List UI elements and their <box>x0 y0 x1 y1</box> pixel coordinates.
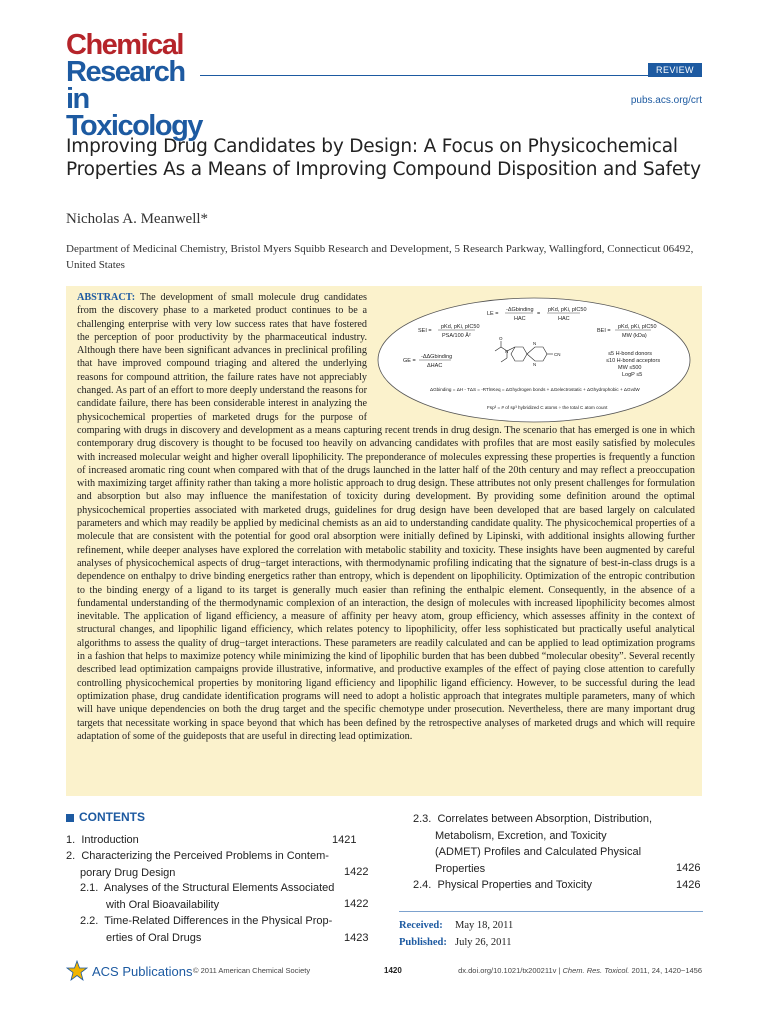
bei-num: pKd, pKi, pIC50 <box>618 324 657 330</box>
contents-heading: CONTENTS <box>66 810 145 824</box>
affiliation: Department of Medicinal Chemistry, Bristol Myers Squibb Research and Development, 5 Research Parkway, Wallingford, Connecticut 06492, United States <box>66 243 694 271</box>
le-den1: HAC <box>514 316 526 322</box>
ge-num: -ΔΔGbinding <box>421 354 453 360</box>
ge-den: ΔHAC <box>427 363 443 369</box>
review-badge: REVIEW <box>648 63 702 77</box>
abstract-label: ABSTRACT: <box>77 292 136 303</box>
abstract-box <box>66 286 702 796</box>
article-title: Improving Drug Candidates by Design: A Focus on Physicochemical Properties As a Means of Improving Compound Disposition and Safety <box>66 136 701 180</box>
citation: dx.doi.org/10.1021/tx200211v | Chem. Res. Toxicol. 2011, 24, 1420−1456 <box>458 966 702 975</box>
toc-item-2-1[interactable]: 2.1. Analyses of the Structural Elements Associated with Oral Bioavailability <box>80 882 335 911</box>
toc-graphic <box>375 295 693 425</box>
rule-2: ≤10 H-bond acceptors <box>606 358 661 364</box>
logo-line-3: Toxicology <box>66 110 202 142</box>
le-den2: HAC <box>558 316 570 322</box>
sei-num: pKd, pKi, pIC50 <box>441 324 480 330</box>
abstract-body: The development of small molecule drug candidates from the discovery phase to a marketed product continues to be a challenging enterprise with very low success rates that have fostered the perception of poor productivity by the pharmaceutical industry. Although there have been significant advances in preclinical profiling that have improved compound triaging and altered the underlying reasons for compound attrition, the failure rates have not appreciably changed. As part of an effort to more deeply understand the reasons for candidate failure, there has been considerable interest in analyzing the physicochemical properties of marketed drugs for the purpose of comparing with drugs in discovery and development as a means capturing recent trends in drug design. The scenario that has emerged is one in which contemporary drug discovery is thought to be focused too heavily on advancing candidates with profiles that are most easily satisfied by molecules with increased molecular weight and higher overall lipophilicity. The preponderance of molecules expressing these properties is frequently a function of increased aromatic ring count when compared with that of the drugs launched in the latter half of the 20th century and may reflect a preoccupation with maximizing target affinity rather than taking a more holistic approach to drug design. These attributes not only present challenges for formulation and absorption but also may influence the manifestation of toxicity during development. By providing some definition around the optimal physicochemical properties associated with marketed drugs, guidelines for drug design have been developed that are based largely on calculated parameters and which may readily be applied by medicinal chemists as an aid to understanding candidate quality. The physicochemical properties of a molecule that are consistent with the potential for good oral absorption were initially defined by Lipinski, with additional insights allowing further refinement, while deeper analyses have explored the correlation with metabolic stability and toxicity. These insights have been augmented by careful analyses of physicochemical aspects of drug−target interactions, with thermodynamic profiling indicating that the signature of best-in-class drugs is a dependence on enthalpy to drive binding energetics rather than entropy, which is dependent on lipophilicity. Optimization of the entropic contribution to the binding energy of a ligand to its target is generally much easier than refining the enthalpic element. Consequently, in the absence of a fundamental understanding of the thermodynamic complexion of an interaction, the design of molecules with increased lipophilicity becomes almost inevitable. The application of ligand efficiency, a measure of affinity per heavy atom, group efficiency, which assesses affinity in the context of structural changes, and lipophilic ligand efficiency, which relates potency to lipophilicity, offer less sophisticated but practically useful analytical algorithms to assess the quality of drug−target interactions. These parameters are readily calculated and can be applied to lead optimization programs in a fashion that helps to maximize potency while minimizing the kind of lipophilic burden that has been dubbed “molecular obesity”. Several recently described lead optimization campaigns provide illustrative, informative, and productive examples of the effect of paying close attention to carefully controlling physicochemical properties by monitoring ligand efficiency and lipophilic ligand efficiency. However, to be successful during the lead optimization phase, drug candidate identification programs will need to adopt a holistic approach that integrates multiple parameters, many of which will have unique dependencies on both the drug target and the specific chemotype under prosecution. Nevertheless, there are many important drug targets that necessitate working in space beyond that which has been defined by the retrospective analyses of marketed drugs and which will require adaptation of some of the guideposts that are useful in directing lead optimization. <box>77 292 695 742</box>
copyright: © 2011 American Chemical Society <box>193 966 311 975</box>
toc-page: 1422 <box>344 866 369 878</box>
le-label: LE = <box>487 311 499 317</box>
header-rule <box>200 75 702 76</box>
le-num2: pKd, pKi, pIC50 <box>548 307 587 313</box>
toc-page: 1426 <box>676 862 701 874</box>
svg-text:N: N <box>533 362 537 367</box>
svg-text:O: O <box>499 336 503 341</box>
toc-page: 1426 <box>676 879 701 891</box>
author-name: Nicholas A. Meanwell* <box>66 211 209 227</box>
svg-text:N: N <box>505 349 509 354</box>
rule-1: ≤5 H-bond donors <box>608 351 652 357</box>
sei-label: SEI = <box>418 328 432 334</box>
thermo-equation: ΔGbinding = ΔH - TΔS = -RTlnKeq = ΔGhydrogen bonds + ΔGelectrostatic + ΔGhydrophobic + ΔGvdW <box>430 387 640 392</box>
toc-item-2[interactable]: 2. Characterizing the Perceived Problems in Contem- porary Drug Design <box>66 850 329 879</box>
bei-label: BEI = <box>597 328 611 334</box>
logo-line-1: Chemical <box>66 29 183 61</box>
toc-page: 1422 <box>344 898 369 910</box>
toc-item-2-2[interactable]: 2.2. Time-Related Differences in the Physical Prop- erties of Oral Drugs <box>80 915 333 944</box>
svg-text:=: = <box>537 311 541 317</box>
acs-star-icon <box>66 960 88 982</box>
acs-logo[interactable]: ACS Publications <box>66 960 192 982</box>
le-num1: -ΔGbinding <box>506 307 534 313</box>
fsp3-equation: Fsp³ = # of sp³ hybridized C atoms ÷ the total C atom count <box>487 405 608 410</box>
dates-rule <box>399 911 703 912</box>
published-label: Published: <box>399 937 447 948</box>
doi-link[interactable]: dx.doi.org/10.1021/tx200211v <box>458 966 557 975</box>
toc-item-2-4[interactable]: 2.4. Physical Properties and Toxicity <box>413 879 592 891</box>
journal-url[interactable]: pubs.acs.org/crt <box>630 95 702 106</box>
rule-3: MW ≤500 <box>618 365 642 371</box>
cn-label: CN <box>554 352 561 357</box>
toc-page: 1421 <box>332 834 357 846</box>
published-date: July 26, 2011 <box>455 937 512 948</box>
rule-4: LogP ≤5 <box>622 372 643 378</box>
ge-label: GE = <box>403 358 416 364</box>
bei-den: MW (kDa) <box>622 333 647 339</box>
received-date: May 18, 2011 <box>455 920 514 931</box>
article-dates <box>399 917 513 951</box>
toc-item-2-3[interactable]: 2.3. Correlates between Absorption, Distribution, Metabolism, Excretion, and Toxicity (ADMET) Profiles and Calculated Physical Properties <box>413 813 653 875</box>
toc-page: 1423 <box>344 932 369 944</box>
svg-text:N: N <box>533 341 537 346</box>
page-number: 1420 <box>384 966 402 975</box>
journal-logo <box>66 29 206 142</box>
sei-den: PSA/100 Å² <box>442 333 471 339</box>
toc-item-1[interactable]: 1. Introduction <box>66 834 139 846</box>
received-label: Received: <box>399 920 443 931</box>
logo-line-2: Research in <box>66 56 185 115</box>
contents-square-icon <box>66 814 74 822</box>
